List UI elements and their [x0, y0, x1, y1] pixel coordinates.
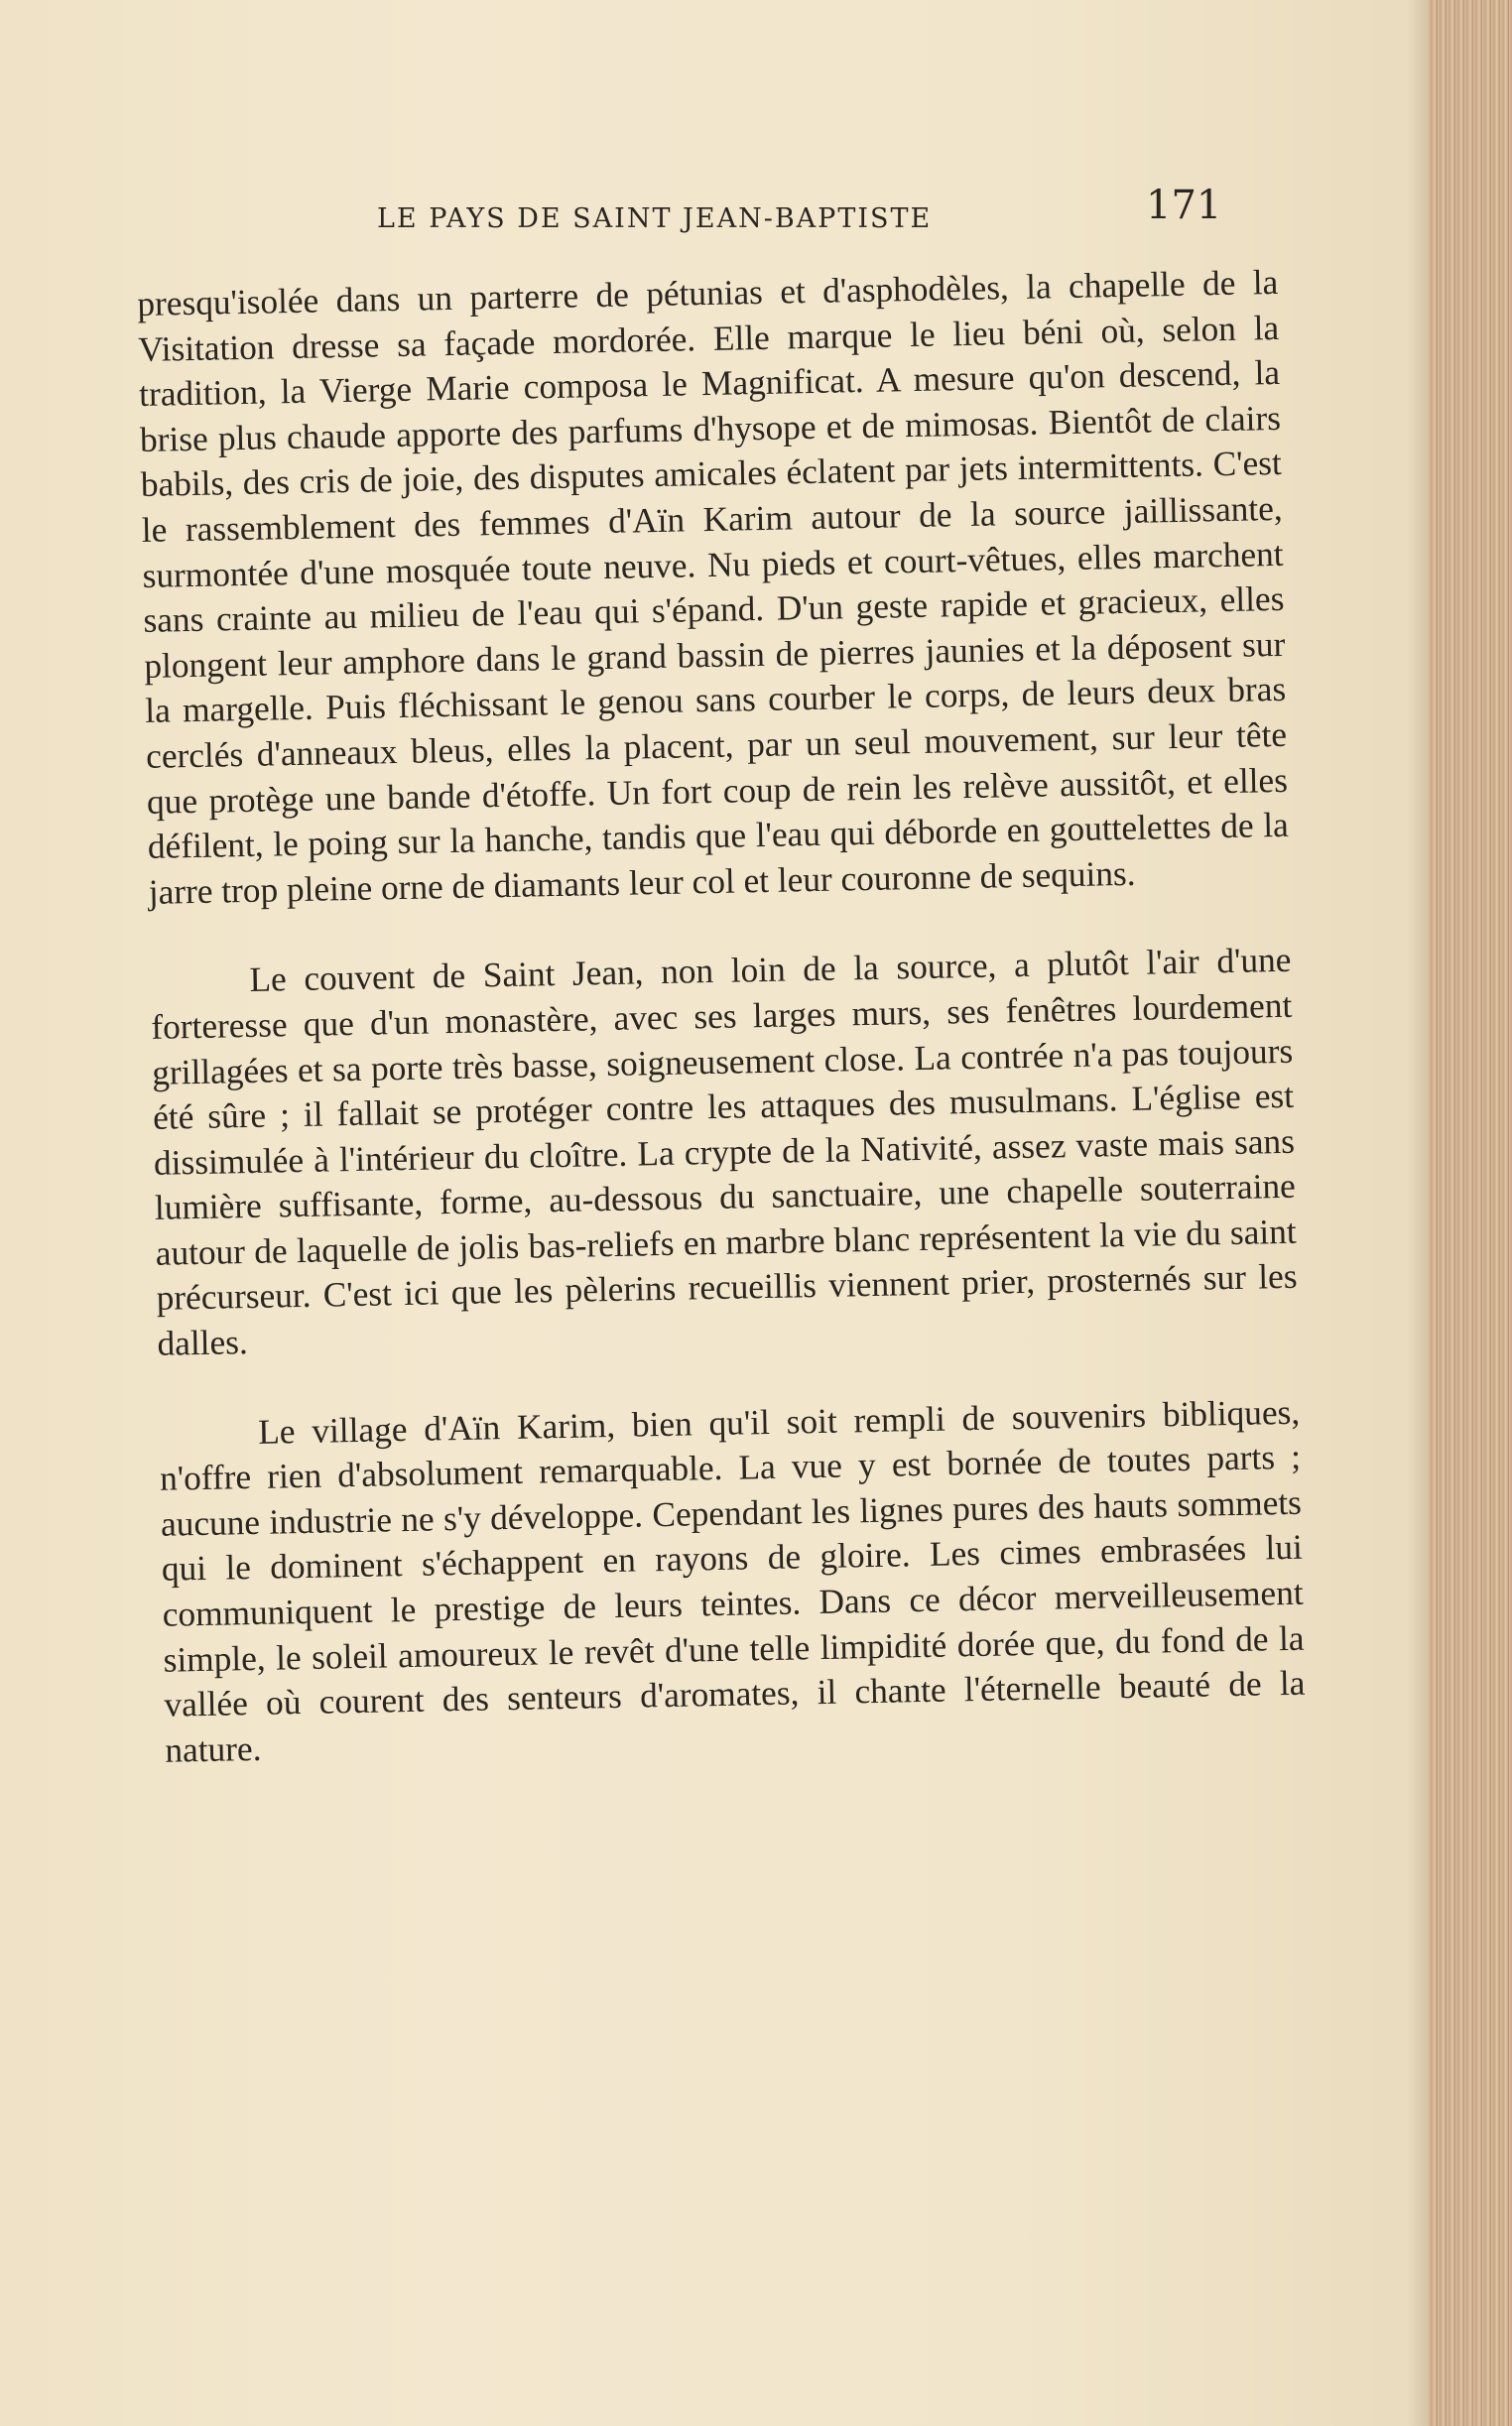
paragraph-2: Le couvent de Saint Jean, non loin de la source, a plutôt l'air d'une forteresse que d'un monastère, avec ses larges murs, ses fenêtres lourdement grillagées et sa porte très basse, soigneusement close. La contrée n'a pas toujours été sûre ; il fallait se protéger contre les attaques des musulmans. L'église est dissimulée à l'intérieur du cloître. La crypte de la Nativité, assez vaste mais sans lumière suffisante, forme, au-dessous du sanctuaire, une chapelle souterraine autour de laquelle de jolis bas-reliefs en marbre blanc représentent la vie du saint précurseur. C'est ici que les pèlerins recueillis viennent prier, prosternés sur les dalles. — [151, 941, 1298, 1363]
page-number: 171 — [1146, 183, 1222, 228]
paragraph-1: presqu'isolée dans un parterre de pétunias et d'asphodèles, la chapelle de la Visitation dresse sa façade mordorée. Elle marque le lieu béni où, selon la tradition, la Vierge Marie composa le Magnificat. A mesure qu'on descend, la brise plus chaude apporte des parfums d'hysope et de mimosas. Bientôt de clairs babils, des cris de joie, des disputes amicales éclatent par jets intermittents. C'est le rassemblement des femmes d'Aïn Karim autour de la source jaillissante, surmontée d'une mosquée toute neuve. Nu pieds et court-vêtues, elles marchent sans crainte au milieu de l'eau qui s'épand. D'un geste rapide et gracieux, elles plongent leur amphore dans le grand bassin de pierres jaunies et la déposent sur la margelle. Puis fléchissant le genou sans courber le corps, de leurs deux bras cerclés d'anneaux bleus, elles la placent, par un seul mouvement, sur leur tête que protège une bande d'étoffe. Un fort coup de rein les relève aussitôt, et elles défilent, le poing sur la hanche, tandis que l'eau qui déborde en gouttelettes de la jarre trop pleine orne de diamants leur col et leur couronne de sequins. — [137, 262, 1290, 912]
paragraph-3: Le village d'Aïn Karim, bien qu'il soit rempli de souvenirs bibliques, n'offre rien d'absolument remarquable. La vue y est bornée de toutes parts ; aucune industrie ne s'y développe. Cependant les lignes pures des hauts sommets qui le dominent s'échappent en rayons de gloire. Les cimes embrasées lui communiquent le prestige de leurs teintes. Dans ce décor merveilleusement simple, le soleil amoureux le revêt d'une telle limpidité dorée que, du fond de la vallée où courent des senteurs d'aromates, il chante l'éternelle beauté de la nature. — [159, 1392, 1306, 1770]
running-title: LE PAYS DE SAINT JEAN-BAPTISTE — [377, 203, 933, 234]
book-fore-edge — [1429, 0, 1512, 2426]
body-text — [137, 260, 1307, 1773]
